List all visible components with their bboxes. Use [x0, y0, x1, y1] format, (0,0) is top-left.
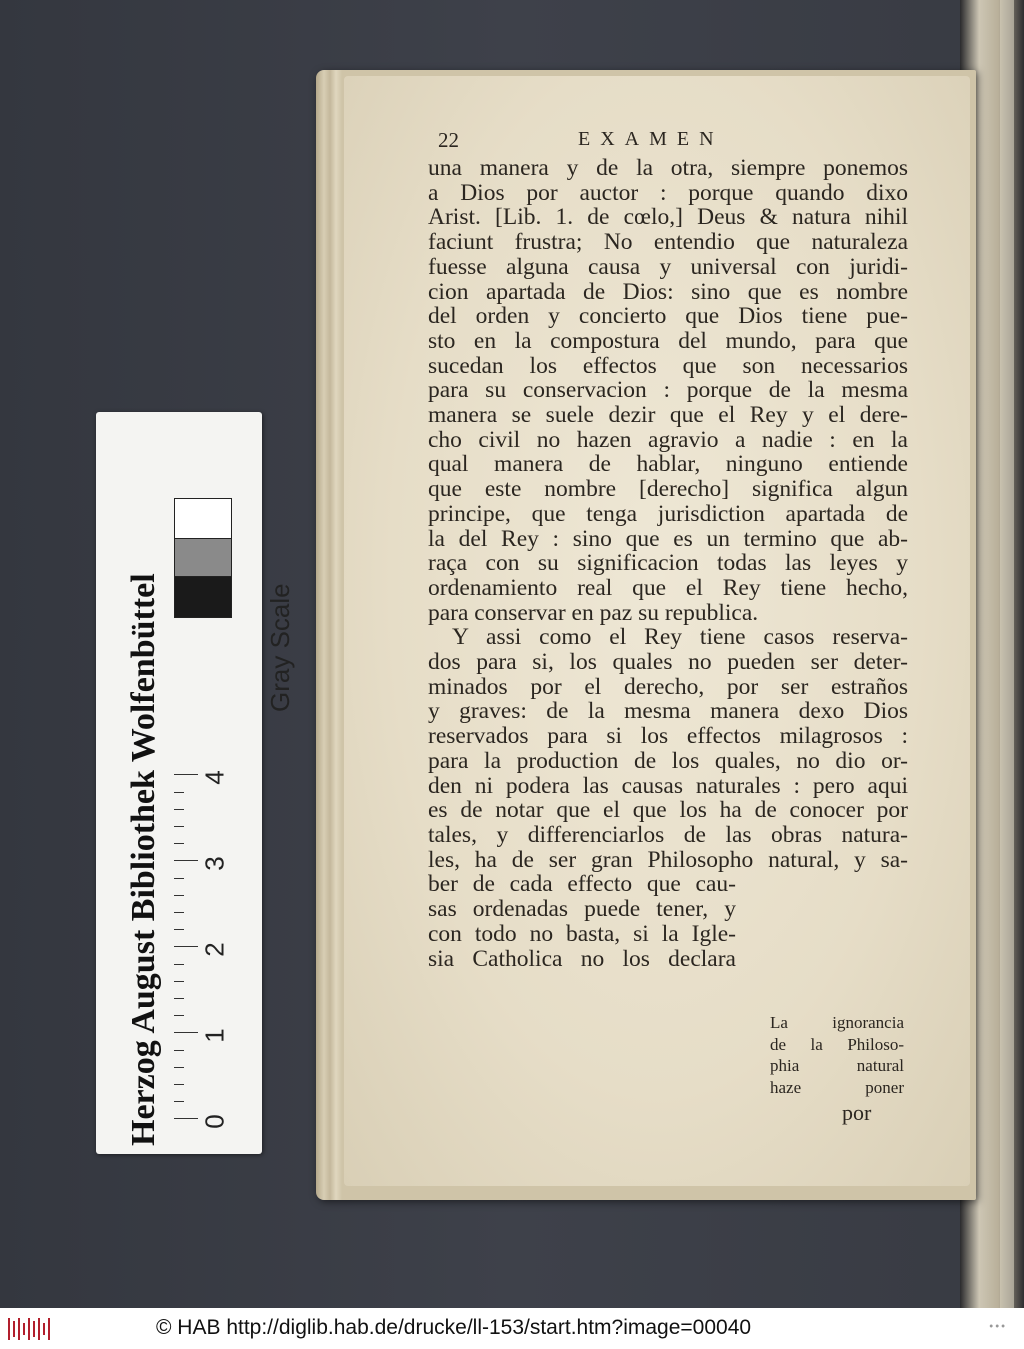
swatch-gray	[174, 538, 232, 580]
margin-note-line: de la Philoso-	[770, 1034, 904, 1054]
text-line: cho civil no hazen agravio a nadie : en la	[428, 426, 908, 453]
text-line: fuesse alguna causa y universal con juridi-	[428, 253, 908, 280]
text-line: principe, que tenga jurisdiction apartada de	[428, 500, 908, 527]
text-line: es de notar que el que los ha de conocer por	[428, 797, 908, 824]
text-line: y graves: de la mesma manera dexo Dios	[428, 698, 908, 725]
gray-scale-card	[96, 412, 295, 1154]
text-line: tales, y differenciarlos de las obras natura-	[428, 821, 908, 848]
text-line: faciunt frustra; No entendio que naturaleza	[428, 229, 908, 256]
text-line: sucedan los effectos que son necessarios	[428, 352, 908, 379]
text-line: sas ordenadas puede tener, y	[428, 896, 736, 923]
text-line: Arist. [Lib. 1. de cœlo,] Deus & natura nihil	[428, 204, 908, 231]
margin-note	[770, 1012, 904, 1098]
text-line: qual manera de hablar, ninguno entiende	[428, 451, 908, 478]
text-line: manera se suele dezir que el Rey y el dere-	[428, 402, 908, 429]
text-line: para conservar en paz su republica.	[428, 599, 759, 626]
book-page	[344, 76, 970, 1186]
page-header	[428, 128, 908, 156]
text-line: para su conservacion : porque de la mesma	[428, 377, 908, 404]
hab-logo-icon	[8, 1318, 50, 1340]
text-line: cion apartada de Dios: sino que es nombre	[428, 278, 908, 305]
text-line: raça con su significacion todas las leyes y	[428, 550, 908, 577]
gray-scale-label: Gray Scale	[265, 583, 295, 712]
text-line: reservados para si los effectos milagrosos :	[428, 723, 908, 750]
copyright-url: © HAB http://diglib.hab.de/drucke/ll-153/start.htm?image=00040	[156, 1316, 752, 1339]
text-line: con todo no basta, si la Igle-	[428, 920, 736, 947]
ruler-number: 4	[199, 770, 230, 785]
text-line: sto en la compostura del mundo, para que	[428, 327, 908, 354]
text-line: minados por el derecho, por ser estraños	[428, 673, 908, 700]
text-line: que este nombre [derecho] significa algun	[428, 476, 908, 503]
text-line: del orden y concierto que Dios tiene pue-	[428, 303, 908, 330]
margin-note-line: haze poner	[770, 1077, 904, 1097]
text-line: den ni podera las causas naturales : pero aqui	[428, 772, 908, 799]
footer-dots-icon: •••	[988, 1322, 1006, 1333]
running-head: EXAMEN	[578, 128, 724, 150]
margin-note-line: phia natural	[770, 1056, 904, 1075]
text-line: les, ha de ser gran Philosopho natural, y sa-	[428, 846, 908, 873]
footer-bar	[0, 1308, 1024, 1349]
text-line: dos para si, los quales no pueden ser deter-	[428, 649, 908, 676]
text-line: ber de cada effecto que cau-	[428, 871, 736, 898]
page-text	[428, 128, 908, 1125]
ruler-number: 3	[199, 856, 230, 871]
ruler-number: 1	[199, 1028, 230, 1043]
text-line: una manera y de la otra, siempre ponemos	[428, 155, 908, 181]
ruler-number: 0	[199, 1114, 230, 1129]
text-line: a Dios por auctor : porque quando dixo	[428, 179, 908, 206]
ruler-number: 2	[199, 942, 230, 957]
text-line: la del Rey : sino que es un termino que ab-	[428, 525, 908, 552]
text-line: Y assi como el Rey tiene casos reserva-	[452, 624, 908, 651]
text-line: para la production de los quales, no dio or-	[428, 747, 908, 774]
catchword: por	[842, 1100, 872, 1125]
library-name: Herzog August Bibliothek Wolfenbüttel	[125, 573, 162, 1146]
body-text	[428, 156, 908, 971]
margin-note-line: La ignorancia	[770, 1013, 904, 1032]
text-line: sia Catholica no los declara	[428, 945, 736, 972]
text-line: ordenamiento real que el Rey tiene hecho,	[428, 574, 908, 601]
swatch-black	[174, 576, 232, 618]
swatch-white	[174, 498, 232, 540]
page-number: 22	[438, 128, 459, 152]
cm-ruler	[172, 762, 236, 1142]
